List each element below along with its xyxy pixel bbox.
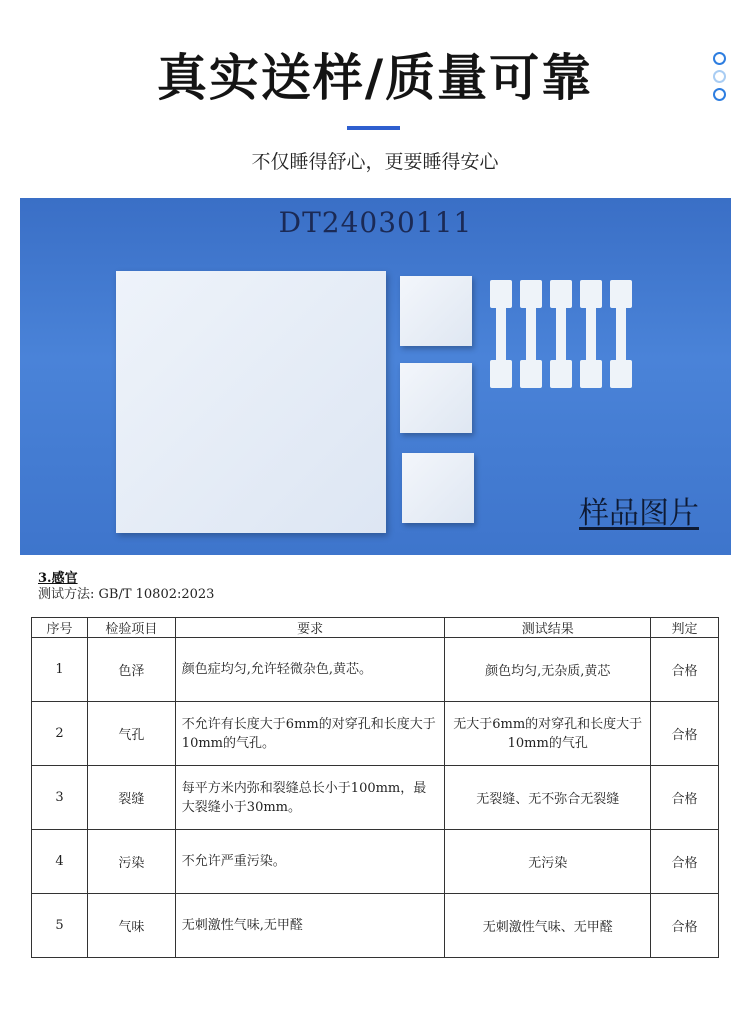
cell-requirement: 每平方米内弥和裂缝总长小于100mm，最大裂缝小于30mm。	[175, 766, 445, 830]
sample-code: DT24030111	[278, 206, 473, 239]
section-title: 3.感官	[38, 571, 78, 586]
cell-result: 颜色均匀,无杂质,黄芯	[445, 638, 651, 702]
cell-result: 无大于6mm的对穿孔和长度大于10mm的气孔	[445, 702, 651, 766]
cell-result: 无刺激性气味、无甲醛	[445, 894, 651, 958]
test-method: 测试方法: GB/T 10802:2023	[38, 587, 215, 602]
cell-verdict: 合格	[651, 766, 719, 830]
inspection-table	[31, 617, 719, 958]
cell-no: 1	[32, 638, 88, 702]
table-row	[32, 894, 719, 958]
header-item: 检验项目	[87, 618, 175, 638]
pagination-dots	[713, 52, 729, 106]
cell-no: 5	[32, 894, 88, 958]
table-row	[32, 702, 719, 766]
cell-verdict: 合格	[651, 830, 719, 894]
table-row	[32, 830, 719, 894]
cell-requirement: 无刺激性气味,无甲醛	[175, 894, 445, 958]
foam-sheet	[116, 271, 386, 533]
sample-photo	[20, 198, 731, 555]
photo-caption: 样品图片	[579, 496, 699, 531]
dumbbell-specimen	[580, 280, 602, 388]
cell-requirement: 不允许有长度大于6mm的对穿孔和长度大于10mm的气孔。	[175, 702, 445, 766]
cell-verdict: 合格	[651, 894, 719, 958]
page-title: 真实送样/质量可靠	[156, 49, 594, 107]
cell-item: 裂缝	[87, 766, 175, 830]
foam-block	[400, 276, 472, 346]
cell-requirement: 颜色症均匀,允许轻微杂色,黄芯。	[175, 638, 445, 702]
dot-icon	[713, 88, 726, 101]
cell-requirement: 不允许严重污染。	[175, 830, 445, 894]
cell-no: 3	[32, 766, 88, 830]
cell-verdict: 合格	[651, 702, 719, 766]
dumbbell-specimen	[520, 280, 542, 388]
title-underline	[347, 126, 400, 130]
header-verdict: 判定	[651, 618, 719, 638]
dumbbell-specimen	[490, 280, 512, 388]
cell-no: 2	[32, 702, 88, 766]
foam-block	[402, 453, 474, 523]
dumbbell-specimen	[550, 280, 572, 388]
cell-item: 色泽	[87, 638, 175, 702]
cell-result: 无污染	[445, 830, 651, 894]
header-result: 测试结果	[445, 618, 651, 638]
table-header-row	[32, 618, 719, 638]
foam-block	[400, 363, 472, 433]
cell-no: 4	[32, 830, 88, 894]
table-row	[32, 638, 719, 702]
header-no: 序号	[32, 618, 88, 638]
dumbbell-specimen	[610, 280, 632, 388]
cell-item: 气味	[87, 894, 175, 958]
cell-item: 污染	[87, 830, 175, 894]
cell-result: 无裂缝、无不弥合无裂缝	[445, 766, 651, 830]
cell-verdict: 合格	[651, 638, 719, 702]
cell-item: 气孔	[87, 702, 175, 766]
table-row	[32, 766, 719, 830]
dot-icon	[713, 52, 726, 65]
header-requirement: 要求	[175, 618, 445, 638]
page-subtitle: 不仅睡得舒心，更要睡得安心	[251, 151, 499, 173]
dot-icon	[713, 70, 726, 83]
